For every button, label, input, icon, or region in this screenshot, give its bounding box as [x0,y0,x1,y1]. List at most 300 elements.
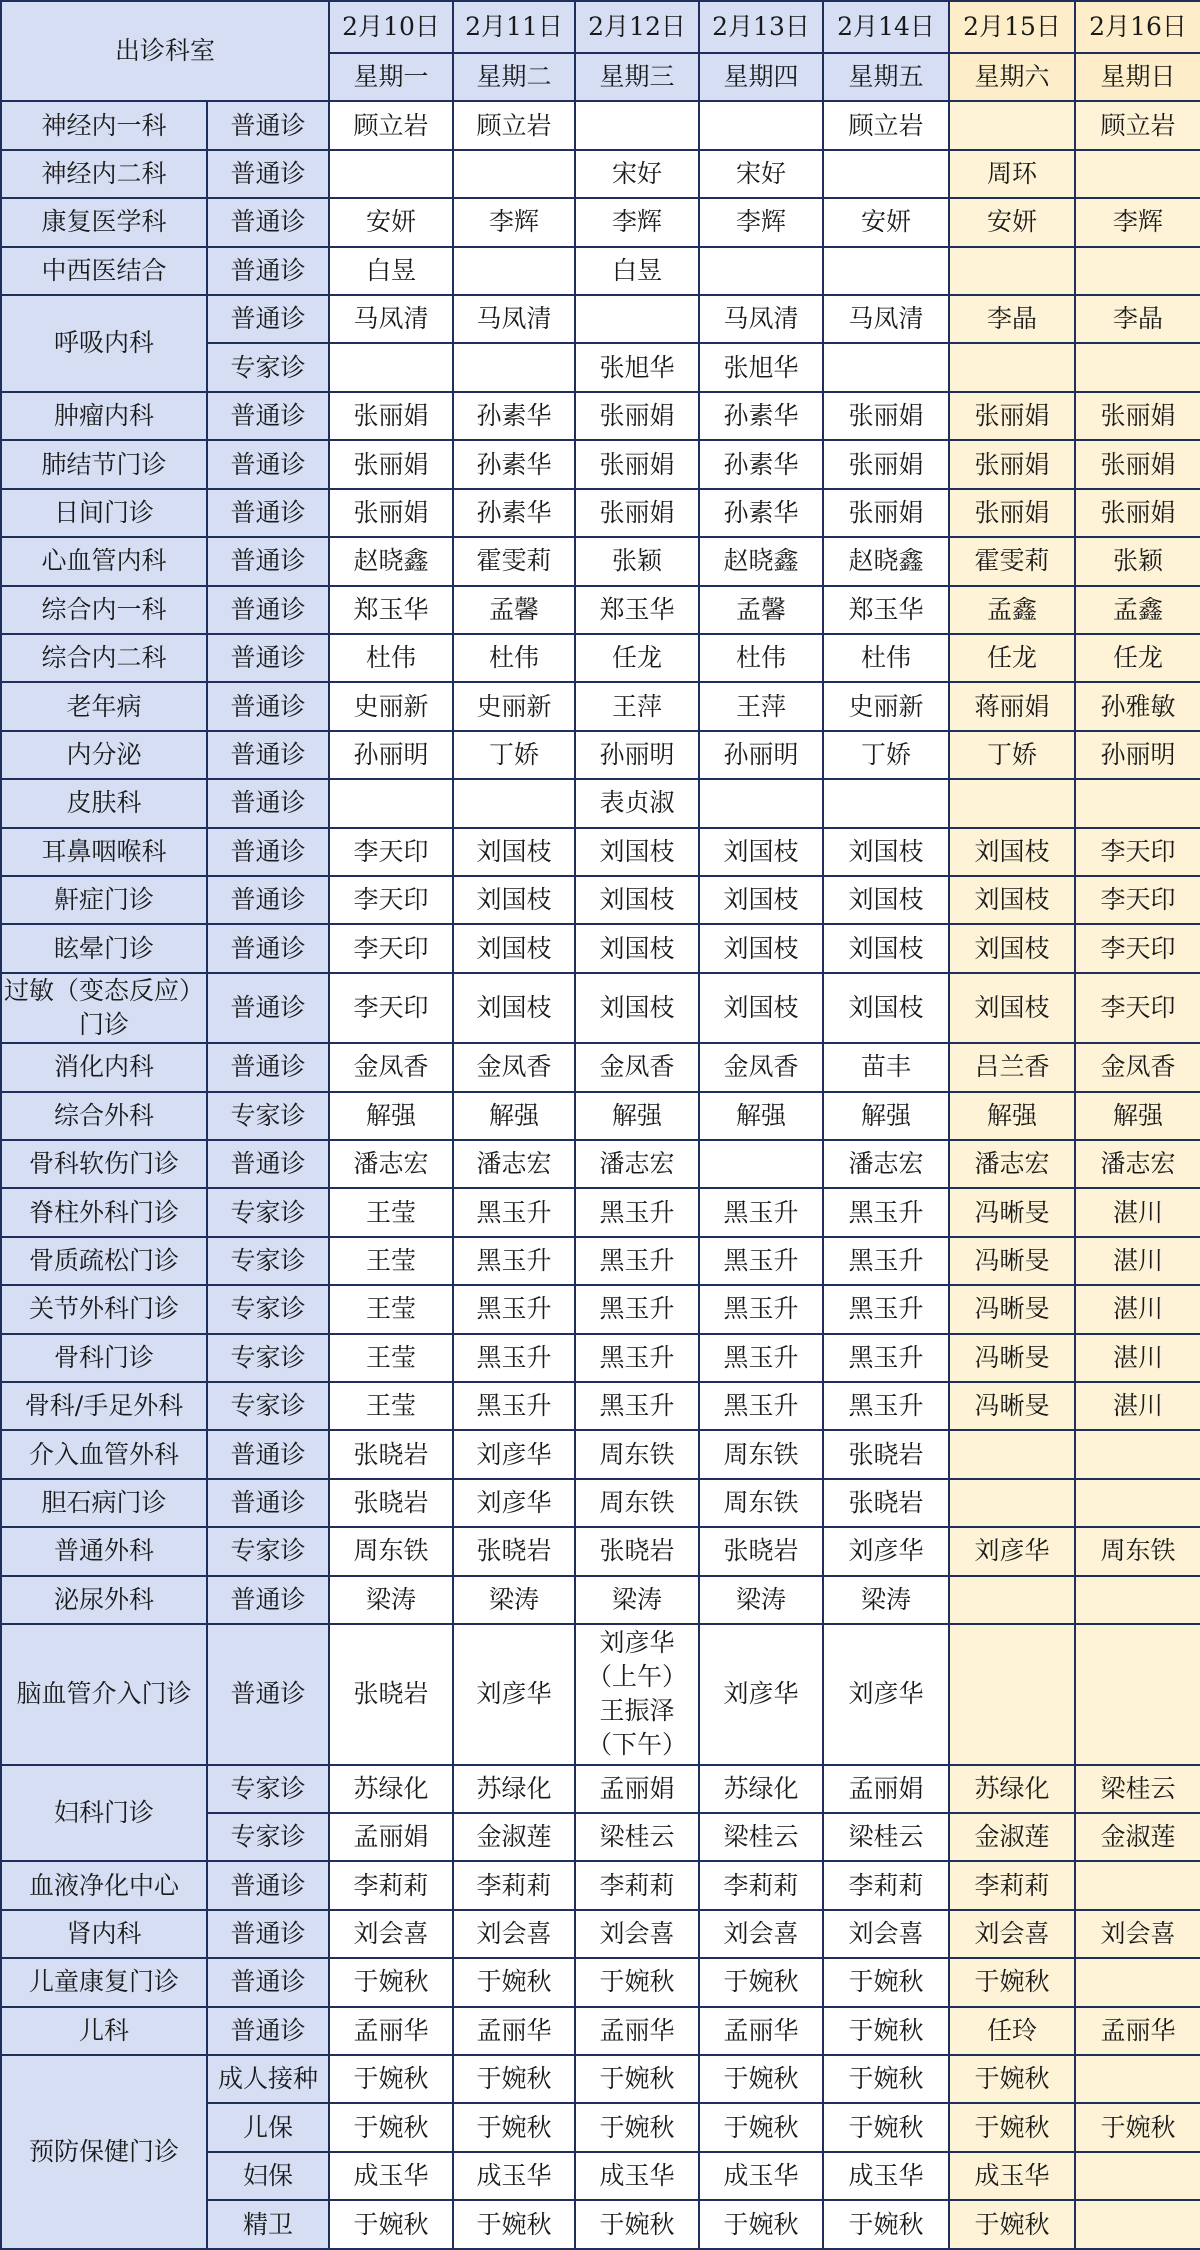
clinic-type: 普通诊 [207,198,329,246]
doctor-cell: 孟丽娟 [823,1765,949,1813]
doctor-cell: 湛川 [1075,1382,1200,1430]
doctor-cell: 黑玉升 [699,1285,823,1333]
doctor-cell: 张丽娟 [329,489,453,537]
doctor-cell: 于婉秋 [453,2055,575,2103]
doctor-cell: 王莹 [329,1334,453,1382]
table-row [1,973,1200,1043]
doctor-cell: 于婉秋 [1075,2103,1200,2151]
doctor-cell: 李辉 [1075,198,1200,246]
doctor-cell: 刘国枝 [453,828,575,876]
doctor-cell: 冯晰旻 [949,1285,1075,1333]
clinic-type: 专家诊 [207,1237,329,1285]
doctor-cell: 郑玉华 [329,586,453,634]
doctor-cell: 周东铁 [699,1430,823,1478]
doctor-cell: 孙丽明 [575,731,699,779]
doctor-cell: 李莉莉 [823,1861,949,1909]
doctor-cell: 梁桂云 [1075,1765,1200,1813]
doctor-cell: 周东铁 [575,1430,699,1478]
doctor-cell: 李晶 [949,295,1075,343]
department-name: 内分泌 [1,731,207,779]
table-row [1,1958,1200,2006]
doctor-cell: 刘国枝 [949,876,1075,924]
doctor-cell [823,247,949,295]
doctor-cell: 张晓岩 [823,1430,949,1478]
weekday-header: 星期六 [949,53,1075,101]
table-row [1,1624,1200,1765]
doctor-cell: 李莉莉 [699,1861,823,1909]
doctor-cell: 张丽娟 [823,489,949,537]
doctor-cell: 蒋丽娟 [949,682,1075,730]
doctor-cell: 刘会喜 [699,1910,823,1958]
clinic-type: 普通诊 [207,295,329,343]
doctor-cell [1075,1861,1200,1909]
doctor-cell: 冯晰旻 [949,1334,1075,1382]
clinic-type: 专家诊 [207,1092,329,1140]
doctor-cell [453,247,575,295]
doctor-cell: 杜伟 [453,634,575,682]
doctor-cell: 安妍 [329,198,453,246]
doctor-cell [1075,2200,1200,2249]
department-name: 脑血管介入门诊 [1,1624,207,1765]
table-row [1,1334,1200,1382]
department-name: 消化内科 [1,1043,207,1091]
doctor-cell [823,150,949,198]
doctor-cell [949,101,1075,149]
doctor-cell: 解强 [823,1092,949,1140]
doctor-cell: 孙素华 [699,489,823,537]
clinic-type: 专家诊 [207,1813,329,1861]
doctor-cell [823,343,949,391]
doctor-cell [453,150,575,198]
doctor-cell: 黑玉升 [575,1188,699,1236]
table-row [1,440,1200,488]
doctor-cell: 李天印 [1075,924,1200,972]
doctor-cell [1075,2152,1200,2200]
doctor-cell: 孙素华 [699,392,823,440]
table-row [1,489,1200,537]
doctor-cell [1075,779,1200,827]
doctor-cell: 马凤清 [329,295,453,343]
department-name: 神经内二科 [1,150,207,198]
table-row [1,1043,1200,1091]
doctor-cell: 刘会喜 [1075,1910,1200,1958]
clinic-type: 普通诊 [207,1958,329,2006]
doctor-cell: 孙素华 [453,440,575,488]
department-name: 骨科门诊 [1,1334,207,1382]
doctor-cell [699,1140,823,1188]
clinic-type: 专家诊 [207,1285,329,1333]
table-row [1,198,1200,246]
clinic-type: 普通诊 [207,1861,329,1909]
doctor-cell: 李天印 [1075,973,1200,1043]
doctor-cell: 张丽娟 [949,440,1075,488]
department-name: 胆石病门诊 [1,1479,207,1527]
table-row [1,1140,1200,1188]
doctor-cell: 梁涛 [823,1576,949,1624]
doctor-cell: 张丽娟 [575,392,699,440]
clinic-type: 普通诊 [207,876,329,924]
doctor-cell: 潘志宏 [329,1140,453,1188]
table-row [1,1237,1200,1285]
doctor-cell: 金凤香 [699,1043,823,1091]
clinic-type: 普通诊 [207,101,329,149]
doctor-cell: 刘国枝 [823,924,949,972]
date-header: 2月14日 [823,1,949,53]
clinic-type: 普通诊 [207,1624,329,1765]
doctor-cell: 于婉秋 [949,2055,1075,2103]
department-name: 皮肤科 [1,779,207,827]
doctor-cell: 黑玉升 [453,1334,575,1382]
doctor-cell [823,779,949,827]
doctor-cell: 王莹 [329,1382,453,1430]
clinic-type: 普通诊 [207,1910,329,1958]
doctor-cell: 白昱 [575,247,699,295]
doctor-cell: 梁涛 [453,1576,575,1624]
doctor-cell: 张丽娟 [949,489,1075,537]
doctor-cell: 刘国枝 [949,973,1075,1043]
doctor-cell: 刘国枝 [699,876,823,924]
department-name: 老年病 [1,682,207,730]
department-name: 中西医结合 [1,247,207,295]
clinic-type: 普通诊 [207,489,329,537]
doctor-cell: 周东铁 [329,1527,453,1575]
department-name: 心血管内科 [1,537,207,585]
doctor-cell: 孙素华 [699,440,823,488]
clinic-type: 普通诊 [207,682,329,730]
doctor-cell: 宋好 [699,150,823,198]
doctor-cell: 黑玉升 [699,1382,823,1430]
doctor-cell: 于婉秋 [949,1958,1075,2006]
clinic-type: 专家诊 [207,1527,329,1575]
doctor-cell: 潘志宏 [823,1140,949,1188]
table-row [1,295,1200,343]
table-row [1,247,1200,295]
doctor-cell: 于婉秋 [575,2200,699,2249]
doctor-cell: 李莉莉 [453,1861,575,1909]
doctor-cell: 黑玉升 [575,1382,699,1430]
table-row [1,1188,1200,1236]
table-row [1,392,1200,440]
doctor-cell: 成玉华 [823,2152,949,2200]
doctor-cell: 顾立岩 [453,101,575,149]
doctor-cell: 刘会喜 [329,1910,453,1958]
doctor-cell: 成玉华 [949,2152,1075,2200]
doctor-cell: 于婉秋 [823,2007,949,2055]
doctor-cell: 顾立岩 [1075,101,1200,149]
table-row [1,1576,1200,1624]
doctor-cell: 史丽新 [823,682,949,730]
doctor-cell: 梁涛 [329,1576,453,1624]
doctor-cell [329,779,453,827]
clinic-type: 普通诊 [207,779,329,827]
doctor-cell: 刘国枝 [699,828,823,876]
doctor-cell: 张颖 [1075,537,1200,585]
doctor-cell: 刘国枝 [699,973,823,1043]
date-header: 2月16日 [1075,1,1200,53]
doctor-cell: 苏绿化 [453,1765,575,1813]
doctor-cell: 刘彦华 [823,1527,949,1575]
doctor-cell [949,779,1075,827]
doctor-cell: 李辉 [575,198,699,246]
doctor-cell: 湛川 [1075,1334,1200,1382]
clinic-type: 普通诊 [207,973,329,1043]
doctor-cell: 张颖 [575,537,699,585]
doctor-cell: 郑玉华 [823,586,949,634]
doctor-cell [1075,2055,1200,2103]
doctor-cell: 孙丽明 [329,731,453,779]
clinic-type: 普通诊 [207,1576,329,1624]
clinic-type: 普通诊 [207,634,329,682]
doctor-cell: 张丽娟 [1075,392,1200,440]
doctor-cell: 成玉华 [699,2152,823,2200]
doctor-cell: 李莉莉 [949,1861,1075,1909]
doctor-cell: 马凤清 [453,295,575,343]
date-header: 2月13日 [699,1,823,53]
doctor-cell: 张晓岩 [329,1624,453,1765]
schedule-body [1,1,1200,2249]
doctor-cell: 刘国枝 [949,924,1075,972]
doctor-cell: 苗丰 [823,1043,949,1091]
department-name: 日间门诊 [1,489,207,537]
doctor-cell: 于婉秋 [329,2103,453,2151]
doctor-cell: 梁涛 [575,1576,699,1624]
doctor-cell: 黑玉升 [453,1237,575,1285]
doctor-cell: 张丽娟 [949,392,1075,440]
doctor-cell: 李天印 [329,973,453,1043]
doctor-cell: 刘会喜 [453,1910,575,1958]
table-row [1,2055,1200,2103]
doctor-cell: 潘志宏 [575,1140,699,1188]
doctor-cell: 任龙 [949,634,1075,682]
doctor-cell: 黑玉升 [823,1334,949,1382]
doctor-cell [1075,1479,1200,1527]
doctor-cell: 于婉秋 [823,2055,949,2103]
doctor-cell: 李天印 [1075,828,1200,876]
table-row [1,150,1200,198]
doctor-cell: 孙素华 [453,489,575,537]
department-name: 预防保健门诊 [1,2055,207,2249]
doctor-cell: 苏绿化 [329,1765,453,1813]
clinic-type: 普通诊 [207,440,329,488]
doctor-cell: 赵晓鑫 [329,537,453,585]
doctor-cell: 杜伟 [329,634,453,682]
doctor-cell [949,1576,1075,1624]
doctor-cell: 刘彦华 [699,1624,823,1765]
doctor-cell: 刘国枝 [453,924,575,972]
doctor-cell: 金凤香 [575,1043,699,1091]
doctor-cell: 杜伟 [823,634,949,682]
doctor-cell: 黑玉升 [699,1237,823,1285]
table-row [1,1092,1200,1140]
clinic-type: 普通诊 [207,537,329,585]
doctor-cell: 宋好 [575,150,699,198]
doctor-cell: 黑玉升 [699,1334,823,1382]
doctor-cell: 苏绿化 [699,1765,823,1813]
doctor-cell: 于婉秋 [329,2055,453,2103]
doctor-cell: 孙丽明 [699,731,823,779]
doctor-cell: 张旭华 [699,343,823,391]
doctor-cell: 成玉华 [453,2152,575,2200]
doctor-cell [949,343,1075,391]
weekday-header: 星期日 [1075,53,1200,101]
doctor-cell: 解强 [699,1092,823,1140]
doctor-cell: 吕兰香 [949,1043,1075,1091]
doctor-cell [1075,150,1200,198]
doctor-cell: 刘彦华 [453,1430,575,1478]
doctor-cell: 梁桂云 [823,1813,949,1861]
doctor-cell: 赵晓鑫 [823,537,949,585]
table-row [1,1430,1200,1478]
doctor-cell: 李莉莉 [329,1861,453,1909]
doctor-cell: 刘国枝 [575,924,699,972]
doctor-cell: 于婉秋 [823,2103,949,2151]
department-name: 鼾症门诊 [1,876,207,924]
doctor-cell [453,343,575,391]
doctor-cell: 刘国枝 [453,973,575,1043]
doctor-cell: 任龙 [575,634,699,682]
doctor-cell: 刘国枝 [575,876,699,924]
clinic-type: 普通诊 [207,1043,329,1091]
doctor-cell: 于婉秋 [823,2200,949,2249]
clinic-type: 普通诊 [207,1140,329,1188]
table-row [1,876,1200,924]
clinic-type: 普通诊 [207,2007,329,2055]
department-name: 过敏（变态反应）门诊 [1,973,207,1043]
doctor-cell [1075,1958,1200,2006]
doctor-cell: 丁娇 [949,731,1075,779]
doctor-cell: 苏绿化 [949,1765,1075,1813]
doctor-cell: 安妍 [949,198,1075,246]
doctor-cell: 孟丽娟 [329,1813,453,1861]
department-name: 呼吸内科 [1,295,207,392]
doctor-cell: 金凤香 [453,1043,575,1091]
doctor-cell: 周东铁 [1075,1527,1200,1575]
doctor-cell: 黑玉升 [575,1334,699,1382]
doctor-cell: 王萍 [575,682,699,730]
doctor-cell [1075,1430,1200,1478]
clinic-type: 普通诊 [207,1430,329,1478]
doctor-cell: 张丽娟 [823,440,949,488]
table-row [1,731,1200,779]
department-name: 眩晕门诊 [1,924,207,972]
department-name: 综合外科 [1,1092,207,1140]
weekday-header: 星期五 [823,53,949,101]
corner-label: 出诊科室 [1,1,329,101]
doctor-cell: 杜伟 [699,634,823,682]
doctor-cell: 李天印 [329,828,453,876]
doctor-cell: 于婉秋 [575,2103,699,2151]
doctor-cell: 王萍 [699,682,823,730]
doctor-cell: 丁娇 [453,731,575,779]
doctor-cell: 于婉秋 [699,2055,823,2103]
doctor-cell: 于婉秋 [575,2055,699,2103]
doctor-cell: 金淑莲 [1075,1813,1200,1861]
doctor-cell: 孟鑫 [949,586,1075,634]
clinic-type: 专家诊 [207,1765,329,1813]
doctor-cell: 张晓岩 [329,1479,453,1527]
doctor-cell: 李莉莉 [575,1861,699,1909]
doctor-cell: 湛川 [1075,1285,1200,1333]
doctor-cell: 成玉华 [575,2152,699,2200]
doctor-cell: 赵晓鑫 [699,537,823,585]
table-row [1,1382,1200,1430]
table-row [1,101,1200,149]
doctor-cell: 王莹 [329,1237,453,1285]
doctor-cell: 于婉秋 [699,2200,823,2249]
doctor-cell: 刘会喜 [949,1910,1075,1958]
department-name: 骨科软伤门诊 [1,1140,207,1188]
doctor-cell: 霍雯莉 [453,537,575,585]
doctor-cell: 冯晰旻 [949,1188,1075,1236]
table-row [1,682,1200,730]
department-name: 妇科门诊 [1,1765,207,1862]
clinic-type: 专家诊 [207,1188,329,1236]
date-header: 2月12日 [575,1,699,53]
doctor-cell: 刘彦华 [453,1479,575,1527]
doctor-cell: 孟馨 [453,586,575,634]
doctor-cell: 张丽娟 [329,440,453,488]
doctor-cell: 史丽新 [453,682,575,730]
doctor-cell: 孟丽华 [1075,2007,1200,2055]
clinic-type: 普通诊 [207,392,329,440]
doctor-cell: 刘国枝 [453,876,575,924]
doctor-cell: 于婉秋 [453,1958,575,2006]
clinic-type: 儿保 [207,2103,329,2151]
doctor-cell: 周东铁 [699,1479,823,1527]
doctor-cell: 于婉秋 [699,1958,823,2006]
doctor-cell: 黑玉升 [453,1382,575,1430]
department-name: 脊柱外科门诊 [1,1188,207,1236]
doctor-cell: 孟丽华 [329,2007,453,2055]
doctor-cell: 刘国枝 [949,828,1075,876]
doctor-cell [949,1479,1075,1527]
department-name: 骨质疏松门诊 [1,1237,207,1285]
doctor-cell: 刘国枝 [823,973,949,1043]
doctor-cell: 金凤香 [1075,1043,1200,1091]
doctor-cell [453,779,575,827]
doctor-cell: 潘志宏 [453,1140,575,1188]
table-row [1,1910,1200,1958]
doctor-cell: 王莹 [329,1285,453,1333]
clinic-type: 专家诊 [207,1334,329,1382]
doctor-cell: 张旭华 [575,343,699,391]
doctor-cell: 马凤清 [823,295,949,343]
doctor-cell: 金凤香 [329,1043,453,1091]
doctor-cell: 表贞淑 [575,779,699,827]
doctor-cell: 张丽娟 [575,440,699,488]
department-name: 关节外科门诊 [1,1285,207,1333]
doctor-cell: 张晓岩 [699,1527,823,1575]
doctor-cell: 刘彦华 [949,1527,1075,1575]
doctor-cell [1075,247,1200,295]
doctor-cell [699,101,823,149]
doctor-cell: 黑玉升 [823,1382,949,1430]
doctor-cell: 李晶 [1075,295,1200,343]
department-name: 儿童康复门诊 [1,1958,207,2006]
department-name: 肾内科 [1,1910,207,1958]
doctor-cell: 马凤清 [699,295,823,343]
table-row [1,828,1200,876]
doctor-cell: 李天印 [329,876,453,924]
doctor-cell: 张晓岩 [823,1479,949,1527]
doctor-cell: 刘国枝 [575,828,699,876]
doctor-cell: 孙雅敏 [1075,682,1200,730]
doctor-cell: 孟鑫 [1075,586,1200,634]
department-name: 普通外科 [1,1527,207,1575]
doctor-cell: 安妍 [823,198,949,246]
doctor-cell: 刘国枝 [699,924,823,972]
doctor-cell: 刘会喜 [575,1910,699,1958]
